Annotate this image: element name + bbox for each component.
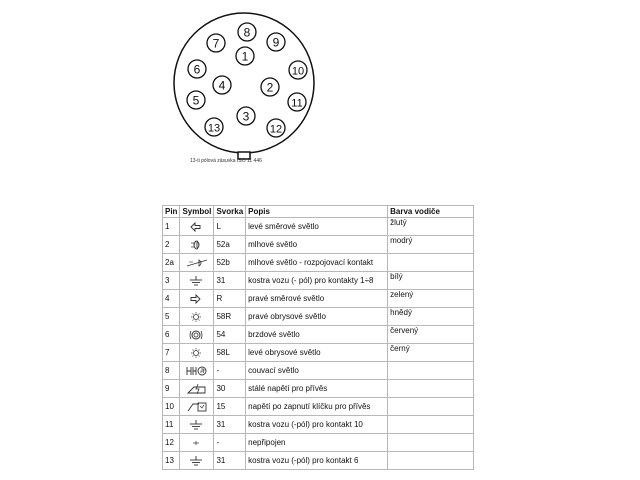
cell-svorka: 58L xyxy=(214,344,246,362)
cell-symbol xyxy=(180,218,214,236)
cell-symbol xyxy=(180,236,214,254)
cell-svorka: 58R xyxy=(214,308,246,326)
cell-symbol xyxy=(180,452,214,470)
pin-label: 8 xyxy=(243,25,251,40)
cell-svorka: 31 xyxy=(214,452,246,470)
cell-pin: 5 xyxy=(163,308,180,326)
header-pin: Pin xyxy=(163,206,180,218)
table-row xyxy=(163,326,474,344)
table-row xyxy=(163,362,474,380)
pin-6 xyxy=(188,60,206,78)
cell-barva xyxy=(388,398,474,416)
pin-label: 4 xyxy=(218,78,226,93)
table-row xyxy=(163,308,474,326)
ignition-power-icon xyxy=(185,401,209,413)
cell-svorka: 15 xyxy=(214,398,246,416)
pin-label: 11 xyxy=(291,97,303,110)
header-popis: Popis xyxy=(246,206,388,218)
ground-icon xyxy=(185,419,209,431)
reverse-light-icon xyxy=(185,365,209,377)
cell-barva: modrý xyxy=(388,236,474,254)
cell-popis: kostra vozu (- pól) pro kontakty 1÷8 xyxy=(246,272,388,290)
pin-9 xyxy=(267,33,285,51)
pin-table xyxy=(162,205,474,470)
cell-svorka: 52b xyxy=(214,254,246,272)
cell-pin: 13 xyxy=(163,452,180,470)
cell-symbol xyxy=(180,308,214,326)
pin-label: 2 xyxy=(266,80,274,95)
table-row xyxy=(163,452,474,470)
table-row xyxy=(163,398,474,416)
pin-1 xyxy=(236,47,254,65)
cell-popis: levé směrové světlo xyxy=(246,218,388,236)
socket-diagram xyxy=(0,0,640,200)
cell-barva: černý xyxy=(388,344,474,362)
ground-icon xyxy=(185,275,209,287)
header-symbol: Symbol xyxy=(180,206,214,218)
cell-svorka: - xyxy=(214,434,246,452)
table-row xyxy=(163,416,474,434)
pin-label: 9 xyxy=(272,35,280,50)
cell-barva: zelený xyxy=(388,290,474,308)
header-svorka: Svorka xyxy=(214,206,246,218)
cell-popis: couvací světlo xyxy=(246,362,388,380)
cell-barva xyxy=(388,362,474,380)
ground-icon xyxy=(185,455,209,467)
cell-symbol xyxy=(180,344,214,362)
cell-popis: kostra vozu (-pól) pro kontakt 10 xyxy=(246,416,388,434)
cell-symbol xyxy=(180,326,214,344)
left-turn-signal-icon xyxy=(185,221,209,233)
pin-2 xyxy=(261,78,279,96)
cell-symbol xyxy=(180,398,214,416)
cell-symbol xyxy=(180,272,214,290)
cell-symbol xyxy=(180,434,214,452)
cell-pin: 8 xyxy=(163,362,180,380)
cell-svorka: 31 xyxy=(214,272,246,290)
cell-barva: bílý xyxy=(388,272,474,290)
cell-svorka: R xyxy=(214,290,246,308)
pin-10 xyxy=(289,61,307,79)
table-row xyxy=(163,434,474,452)
cell-pin: 3 xyxy=(163,272,180,290)
right-turn-signal-icon xyxy=(185,293,209,305)
permanent-power-icon xyxy=(185,383,209,395)
table-row xyxy=(163,344,474,362)
cell-symbol xyxy=(180,380,214,398)
pin-label: 12 xyxy=(269,123,283,136)
cell-popis: nepřipojen xyxy=(246,434,388,452)
cell-pin: 1 xyxy=(163,218,180,236)
cell-popis: stálé napětí pro přívěs xyxy=(246,380,388,398)
table-row xyxy=(163,236,474,254)
cell-pin: 2 xyxy=(163,236,180,254)
cell-pin: 11 xyxy=(163,416,180,434)
cell-popis: brzdové světlo xyxy=(246,326,388,344)
pin-label: 3 xyxy=(242,109,250,124)
cell-svorka: L xyxy=(214,218,246,236)
left-position-light-icon xyxy=(185,347,209,359)
table-row xyxy=(163,290,474,308)
pin-11 xyxy=(288,93,306,111)
table-header-row xyxy=(163,206,474,218)
cell-svorka: 30 xyxy=(214,380,246,398)
cell-svorka: 31 xyxy=(214,416,246,434)
pin-3 xyxy=(237,107,255,125)
right-position-light-icon xyxy=(185,311,209,323)
pin-label: 5 xyxy=(192,93,200,108)
cell-pin: 4 xyxy=(163,290,180,308)
not-connected-icon xyxy=(185,437,209,449)
cell-barva xyxy=(388,434,474,452)
table-row xyxy=(163,254,474,272)
cell-symbol xyxy=(180,254,214,272)
pin-label: 13 xyxy=(207,122,221,135)
cell-svorka: 52a xyxy=(214,236,246,254)
rear-fog-light-icon xyxy=(185,239,209,251)
table-row xyxy=(163,272,474,290)
cell-symbol xyxy=(180,416,214,434)
pin-13 xyxy=(205,118,223,136)
cell-popis: mlhové světlo xyxy=(246,236,388,254)
cell-pin: 9 xyxy=(163,380,180,398)
cell-barva xyxy=(388,452,474,470)
table-row xyxy=(163,380,474,398)
pin-8 xyxy=(238,23,256,41)
cell-barva: červený xyxy=(388,326,474,344)
pin-12 xyxy=(267,119,285,137)
cell-barva xyxy=(388,416,474,434)
cell-barva: hnědý xyxy=(388,308,474,326)
pin-group xyxy=(187,23,307,137)
cell-pin: 2a xyxy=(163,254,180,272)
pin-4 xyxy=(213,76,231,94)
cell-popis: levé obrysové světlo xyxy=(246,344,388,362)
cell-popis: kostra vozu (-pól) pro kontakt 6 xyxy=(246,452,388,470)
cell-symbol xyxy=(180,362,214,380)
header-barva: Barva vodiče xyxy=(388,206,474,218)
cell-popis: mlhové světlo - rozpojovací kontakt xyxy=(246,254,388,272)
diagram-caption: 13-ti pólová zásuvka ISO 11 446 xyxy=(190,158,262,164)
cell-popis: pravé směrové světlo xyxy=(246,290,388,308)
cell-pin: 10 xyxy=(163,398,180,416)
cell-pin: 12 xyxy=(163,434,180,452)
cell-svorka: 54 xyxy=(214,326,246,344)
cell-svorka: - xyxy=(214,362,246,380)
cell-barva xyxy=(388,254,474,272)
pin-label: 10 xyxy=(291,65,305,78)
cell-symbol xyxy=(180,290,214,308)
cell-popis: pravé obrysové světlo xyxy=(246,308,388,326)
table-row xyxy=(163,218,474,236)
pin-label: 6 xyxy=(193,62,201,77)
cell-pin: 6 xyxy=(163,326,180,344)
pin-7 xyxy=(207,34,225,52)
brake-light-icon xyxy=(185,329,209,341)
pin-label: 1 xyxy=(241,49,249,64)
table-body xyxy=(163,218,474,470)
cell-barva xyxy=(388,380,474,398)
cell-popis: napětí po zapnutí klíčku pro přívěs xyxy=(246,398,388,416)
pin-5 xyxy=(187,91,205,109)
fog-light-cutoff-icon xyxy=(185,257,209,269)
cell-barva: žlutý xyxy=(388,218,474,236)
pin-label: 7 xyxy=(212,36,220,51)
cell-pin: 7 xyxy=(163,344,180,362)
